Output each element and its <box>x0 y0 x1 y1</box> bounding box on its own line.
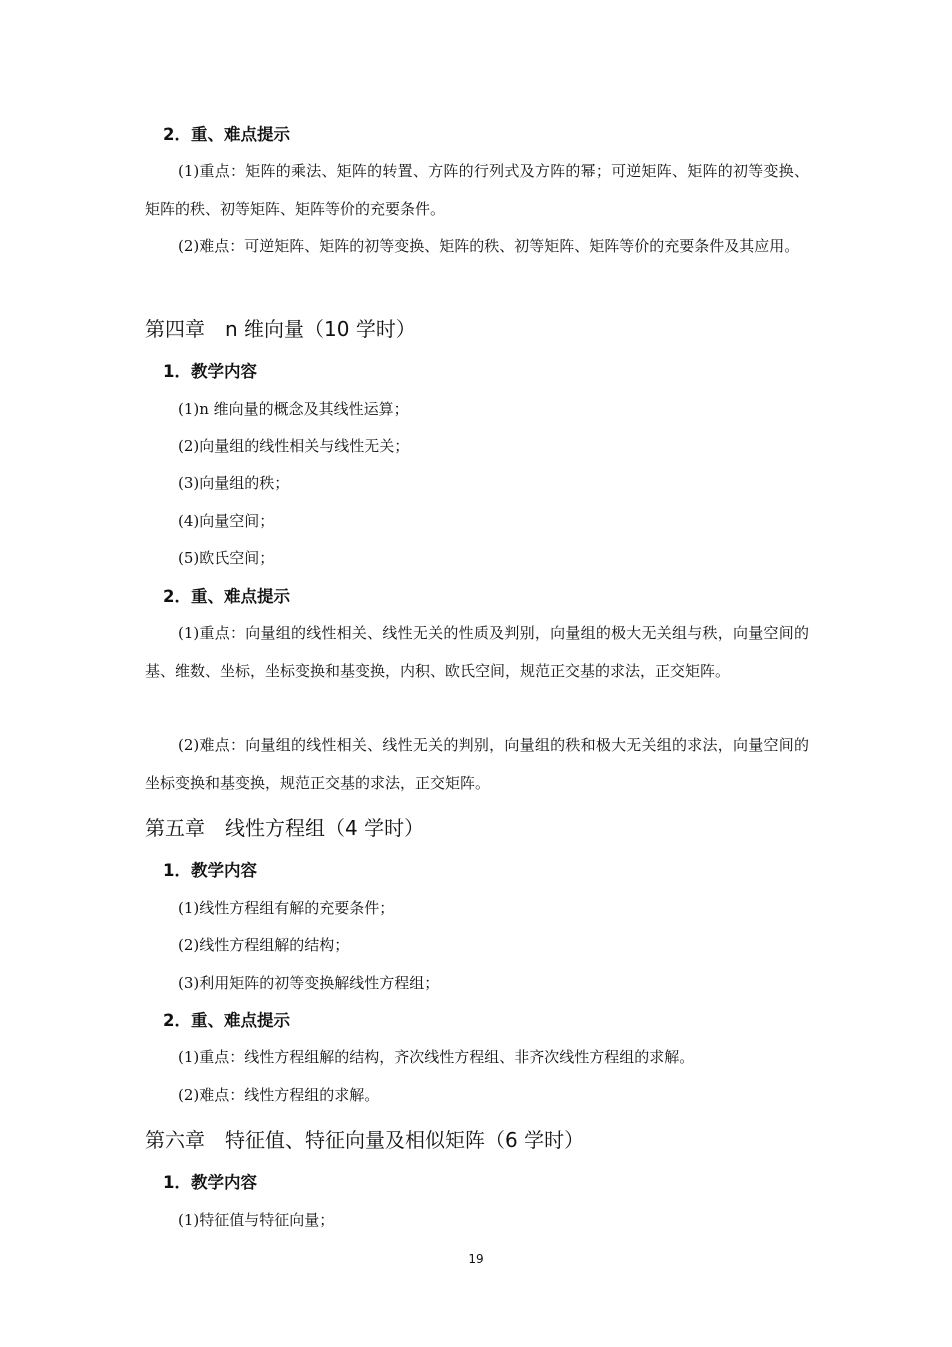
chapter-4-title: 第四章 n 维向量（10 学时） <box>145 317 416 341</box>
ch6-content-heading: 1．教学内容 <box>163 1173 257 1192</box>
chapter-5-title: 第五章 线性方程组（4 学时） <box>145 816 425 840</box>
ch4-content-heading: 1．教学内容 <box>163 362 257 381</box>
chapter-6-title: 第六章 特征值、特征向量及相似矩阵（6 学时） <box>145 1128 585 1152</box>
ch6-content-item: (1)特征值与特征向量； <box>178 1211 335 1229</box>
ch5-content-item: (3)利用矩阵的初等变换解线性方程组； <box>178 974 440 992</box>
ch4-key-points-paragraph: (1)重点：向量组的线性相关、线性无关的性质及判别，向量组的极大无关组与秩，向量空间的基、维数、坐标，坐标变换和基变换，内积、欧氏空间，规范正交基的求法，正交矩阵。 <box>145 624 809 680</box>
sec3-key-points-heading: 2．重、难点提示 <box>163 125 290 144</box>
ch4-content-item: (1)n 维向量的概念及其线性运算； <box>178 400 409 418</box>
ch4-content-item: (2)向量组的线性相关与线性无关； <box>178 437 410 455</box>
ch5-key-points-paragraph: (1)重点：线性方程组解的结构，齐次线性方程组、非齐次线性方程组的求解。 <box>178 1048 695 1066</box>
sec3-difficulties-paragraph: (2)难点：可逆矩阵、矩阵的初等变换、矩阵的秩、初等矩阵、矩阵等价的充要条件及其应用。 <box>178 237 800 255</box>
ch4-key-points-heading: 2．重、难点提示 <box>163 587 290 606</box>
ch5-content-item: (2)线性方程组解的结构； <box>178 936 350 954</box>
sec3-key-points-paragraph: (1)重点：矩阵的乘法、矩阵的转置、方阵的行列式及方阵的幂；可逆矩阵、矩阵的初等变换、矩阵的秩、初等矩阵、矩阵等价的充要条件。 <box>145 162 809 218</box>
page-number: 19 <box>468 1252 484 1266</box>
ch5-content-heading: 1．教学内容 <box>163 861 257 880</box>
ch4-difficulties-paragraph: (2)难点：向量组的线性相关、线性无关的判别，向量组的秩和极大无关组的求法，向量空间的坐标变换和基变换，规范正交基的求法，正交矩阵。 <box>145 736 809 792</box>
ch5-content-item: (1)线性方程组有解的充要条件； <box>178 899 395 917</box>
ch4-content-item: (5)欧氏空间； <box>178 549 275 567</box>
ch5-key-points-heading: 2．重、难点提示 <box>163 1011 290 1030</box>
ch5-difficulties-paragraph: (2)难点：线性方程组的求解。 <box>178 1086 380 1104</box>
ch4-content-item: (3)向量组的秩； <box>178 474 290 492</box>
ch4-content-item: (4)向量空间； <box>178 512 275 530</box>
